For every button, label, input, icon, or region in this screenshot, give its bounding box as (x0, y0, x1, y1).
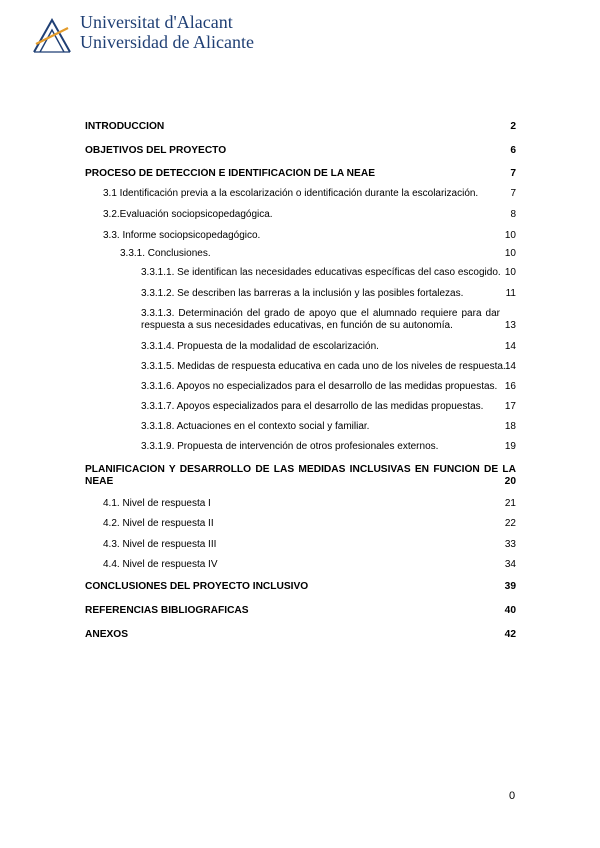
university-emblem-icon (32, 16, 72, 54)
page-number: 0 (509, 790, 516, 802)
toc-entry-conclusiones[interactable]: CONCLUSIONES DEL PROYECTO INCLUSIVO 39 (85, 581, 516, 592)
toc-entry-3-3-1-1[interactable]: 3.3.1.1. Se identifican las necesidades educativas específicas del caso escogido. 10 (141, 267, 516, 278)
toc-entry-planificacion[interactable]: PLANIFICACIÓN Y DESARROLLO DE LAS MEDIDAS INCLUSIVAS EN FUNCIÓN DE LA NEAE 20 (85, 464, 516, 487)
toc-entry-3-3-1-7[interactable]: 3.3.1.7. Apoyos especializados para el desarrollo de las medidas propuestas. 17 (141, 401, 516, 412)
toc-entry-3-3-1-9[interactable]: 3.3.1.9. Propuesta de intervención de otros profesionales externos. 19 (141, 441, 516, 452)
university-name (80, 12, 254, 52)
toc-entry-3-3-1-5[interactable]: 3.3.1.5. Medidas de respuesta educativa en cada uno de los niveles de respuesta. 14 (141, 361, 516, 372)
toc-entry-referencias[interactable]: REFERENCIAS BIBLIOGRÁFICAS 40 (85, 605, 516, 616)
toc-entry-3-3-1-4[interactable]: 3.3.1.4. Propuesta de la modalidad de escolarización. 14 (141, 341, 516, 352)
toc-entry-4-2[interactable]: 4.2. Nivel de respuesta II 22 (103, 518, 516, 529)
toc-entry-3-1[interactable]: 3.1 Identificación previa a la escolarización o identificación durante la escolarización. 7 (103, 188, 516, 199)
toc-entry-4-3[interactable]: 4.3. Nivel de respuesta III 33 (103, 539, 516, 550)
toc-entry-3-3-1-2[interactable]: 3.3.1.2. Se describen las barreras a la inclusión y las posibles fortalezas. 11 (141, 288, 516, 299)
toc-entry-anexos[interactable]: ANEXOS 42 (85, 629, 516, 640)
toc-entry-objetivos[interactable]: OBJETIVOS DEL PROYECTO 6 (85, 145, 516, 156)
toc-entry-proceso-deteccion[interactable]: PROCESO DE DETECCIÓN E IDENTIFICACIÓN DE LA NEAE 7 (85, 168, 516, 179)
toc-entry-3-3[interactable]: 3.3. Informe sociopsicopedagógico. 10 (103, 230, 516, 241)
toc-entry-3-3-1-3[interactable]: 3.3.1.3. Determinación del grado de apoyo que el alumnado requiere para dar respuesta a sus necesidades educativas, en función de su autonomía. 13 (141, 308, 516, 331)
toc-entry-3-3-1-6[interactable]: 3.3.1.6. Apoyos no especializados para el desarrollo de las medidas propuestas. 16 (141, 381, 516, 392)
toc-entry-4-4[interactable]: 4.4. Nivel de respuesta IV 34 (103, 559, 516, 570)
toc-entry-3-3-1[interactable]: 3.3.1. Conclusiones. 10 (120, 248, 516, 259)
toc-entry-3-2[interactable]: 3.2.Evaluación sociopsicopedagógica. 8 (103, 209, 516, 220)
toc-entry-introduccion[interactable]: INTRODUCCIÓN 2 (85, 121, 516, 132)
university-name-valencian: Universitat d'Alacant (80, 12, 233, 32)
university-name-spanish: Universidad de Alicante (80, 32, 254, 52)
toc-entry-3-3-1-8[interactable]: 3.3.1.8. Actuaciones en el contexto social y familiar. 18 (141, 421, 516, 432)
toc-entry-4-1[interactable]: 4.1. Nivel de respuesta I 21 (103, 498, 516, 509)
